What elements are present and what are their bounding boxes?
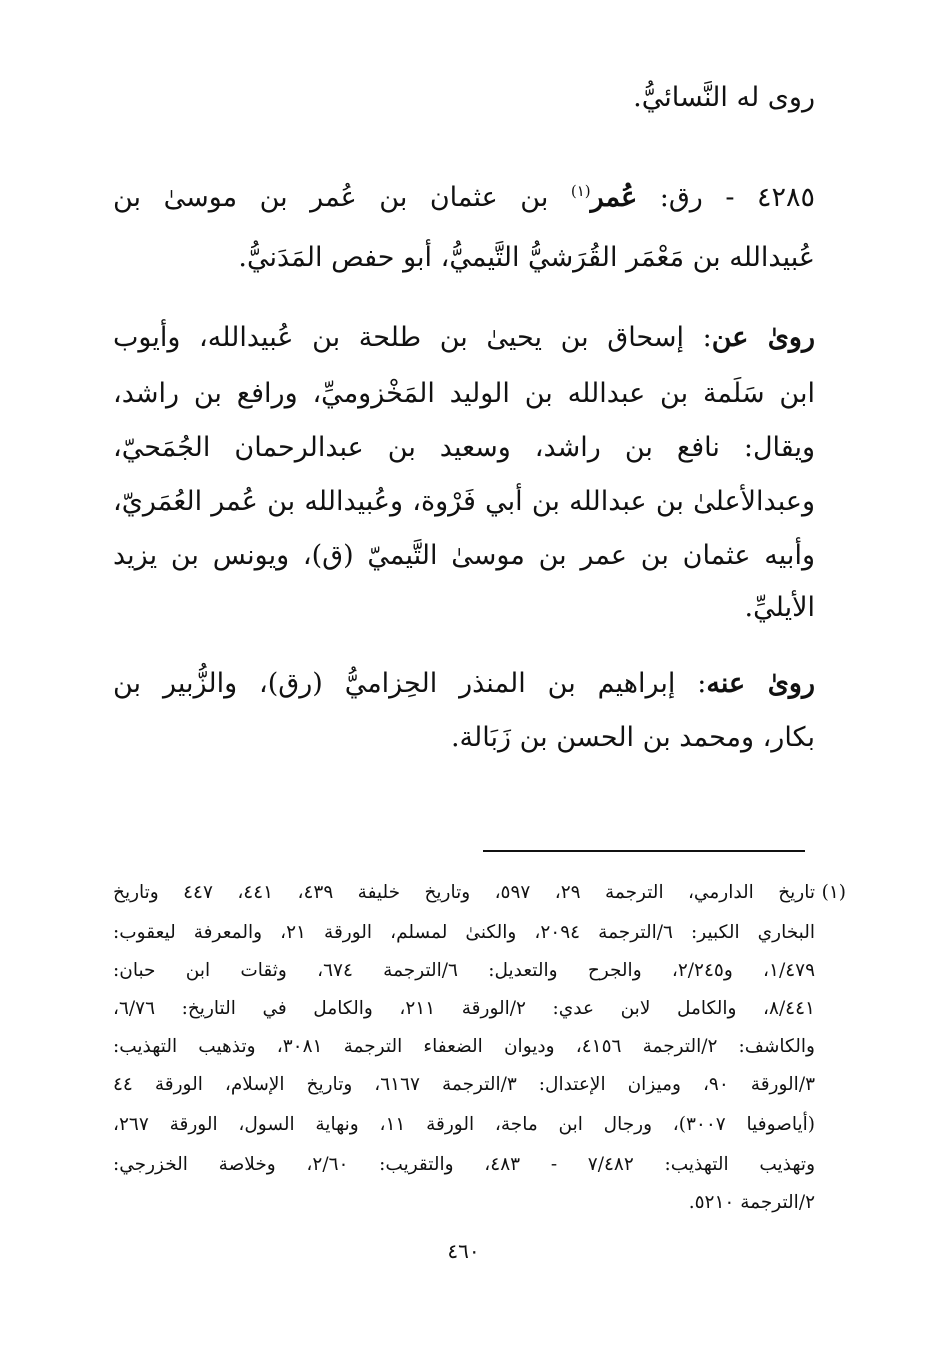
narrated-by-line-1 — [113, 664, 815, 704]
footnote-reference: (١) — [570, 182, 591, 200]
narrated-from-line-5: وأبيه عثمان بن عمر بن موسىٰ التَّيميّ (ق)، ويونس بن يزيد — [113, 540, 815, 571]
footnote-line: وتهذيب التهذيب: ٧/٤٨٢ - ٤٨٣، والتقريب: ٢/٦٠، وخلاصة الخزرجي: — [113, 1154, 816, 1175]
narrated-from-line-6: الأيليِّ. — [744, 592, 815, 623]
narrated-from-line-2: ابن سَلَمة بن عبدالله بن الوليد المَخْزوميِّ، ورافع بن راشد، — [113, 378, 815, 409]
entry-heading-line-1 — [113, 178, 815, 218]
footnote-line: ٣/الورقة ٩٠، وميزان الإعتدال: ٣/الترجمة ٦١٦٧، وتاريخ الإسلام، الورقة ٤٤ — [113, 1074, 815, 1095]
narrated-by-rest: : إبراهيم بن المنذر الحِزاميُّ (رق)، والزُّبير بن — [113, 668, 707, 699]
footnote-divider — [483, 850, 805, 852]
footnote-marker: (١) — [821, 882, 846, 903]
entry-heading-line-2: عُبيدالله بن مَعْمَر القُرَشيُّ التَّيميُّ، أبو حفص المَدَنيُّ. — [238, 242, 815, 273]
footnote-line: ٢/الترجمة ٥٢١٠. — [688, 1192, 815, 1213]
narrated-by-line-2: بكار، ومحمد بن الحسن بن زَبَالة. — [450, 722, 815, 753]
narrated-from-label: روىٰ عن — [711, 322, 815, 353]
narrated-by-label: روىٰ عنه — [706, 668, 815, 699]
footnote-line: ١/٤٧٩، و٢/٢٤٥، والجرح والتعديل: ٦/الترجمة ٦٧٤، وثقات ابن حبان: — [113, 960, 816, 981]
narrated-from-line-1 — [113, 318, 815, 358]
narrated-from-line-3: ويقال: نافع بن راشد، وسعيد بن عبدالرحمان الجُمَحيّ، — [113, 432, 815, 463]
page-number: ٤٦٠ — [447, 1239, 480, 1263]
footnote-line: والكاشف: ٢/الترجمة ٤١٥٦، وديوان الضعفاء الترجمة ٣٠٨١، وتذهيب التهذيب: — [113, 1036, 815, 1057]
intro-line: روى له النَّسائيُّ. — [633, 82, 815, 113]
entry-heading-rest: بن عثمان بن عُمر بن موسىٰ بن — [113, 182, 571, 213]
footnote-line: ٨/٤٤١، والكامل لابن عدي: ٢/الورقة ٢١١، والكامل في التاريخ: ٦/٧٦، — [113, 998, 815, 1019]
footnote-line: البخاري الكبير: ٦/الترجمة ٢٠٩٤، والكنىٰ لمسلم، الورقة ٢١، والمعرفة ليعقوب: — [113, 922, 816, 943]
narrated-from-line-4: وعبدالأعلىٰ بن عبدالله بن أبي فَرْوة، وعُبيدالله بن عُمر العُمَريّ، — [113, 486, 815, 517]
entry-number: ٤٢٨٥ - رق: — [637, 182, 815, 213]
footnote-line: تاريخ الدارمي، الترجمة ٢٩، ٥٩٧، وتاريخ خليفة ٤٣٩، ٤٤١، ٤٤٧ وتاريخ — [113, 882, 816, 903]
footnote-line: (أياصوفيا ٣٠٠٧)، ورجال ابن ماجة، الورقة ١١، ونهاية السول، الورقة ٢٦٧، — [113, 1114, 815, 1135]
narrated-from-rest: : إسحاق بن يحيىٰ بن طلحة بن عُبيدالله، وأيوب — [113, 322, 712, 353]
entry-name: عُمر — [590, 182, 638, 213]
